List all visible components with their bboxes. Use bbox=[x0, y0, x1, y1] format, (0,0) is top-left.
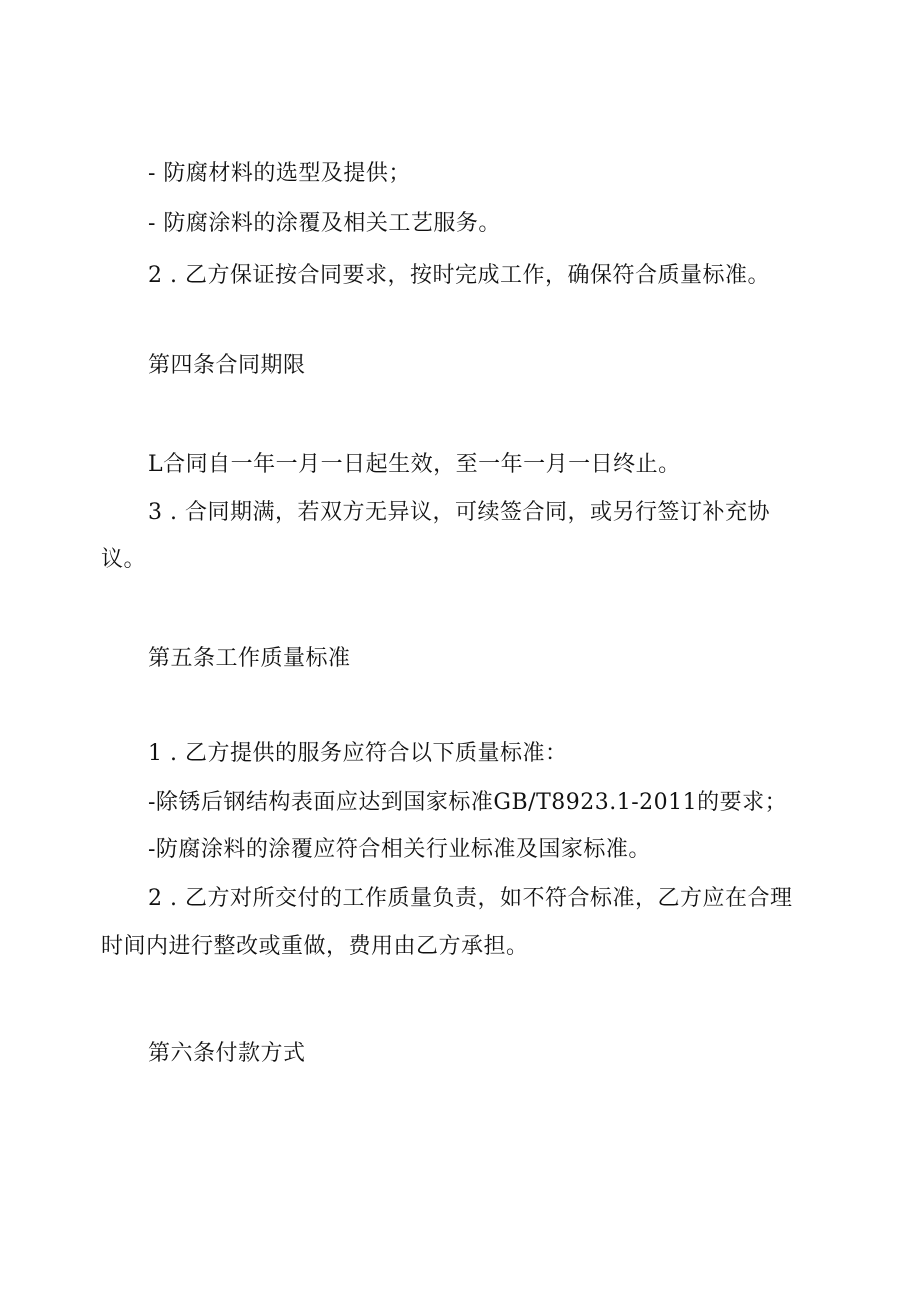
clause-5-item-2-continued: 时间内进行整改或重做，费用由乙方承担。 bbox=[101, 934, 529, 959]
clause-5-item-1: 1 . 乙方提供的服务应符合以下质量标准： bbox=[148, 741, 568, 766]
section-heading-4: 第四条合同期限 bbox=[148, 353, 306, 378]
quality-standard-coating: -防腐涂料的涂覆应符合相关行业标准及国家标准。 bbox=[148, 837, 651, 862]
list-item-anticorrosion-material: - 防腐材料的选型及提供； bbox=[148, 161, 411, 186]
section-heading-5: 第五条工作质量标准 bbox=[148, 646, 351, 671]
clause-4-item-3-continued: 议。 bbox=[101, 547, 147, 572]
clause-3-item-2: 2 . 乙方保证按合同要求，按时完成工作，确保符合质量标准。 bbox=[148, 263, 770, 288]
section-heading-6: 第六条付款方式 bbox=[148, 1041, 306, 1066]
list-item-coating-service: - 防腐涂料的涂覆及相关工艺服务。 bbox=[148, 211, 501, 236]
clause-5-item-2: 2 . 乙方对所交付的工作质量负责，如不符合标准，乙方应在合理 bbox=[148, 886, 793, 911]
quality-standard-rust-removal: -除锈后钢结构表面应达到国家标准GB/T8923.1-2011的要求； bbox=[148, 790, 788, 815]
clause-4-item-3: 3 . 合同期满，若双方无异议，可续签合同，或另行签订补充协 bbox=[148, 500, 770, 525]
clause-4-item-1: L合同自一年一月一日起生效，至一年一月一日终止。 bbox=[148, 452, 681, 477]
